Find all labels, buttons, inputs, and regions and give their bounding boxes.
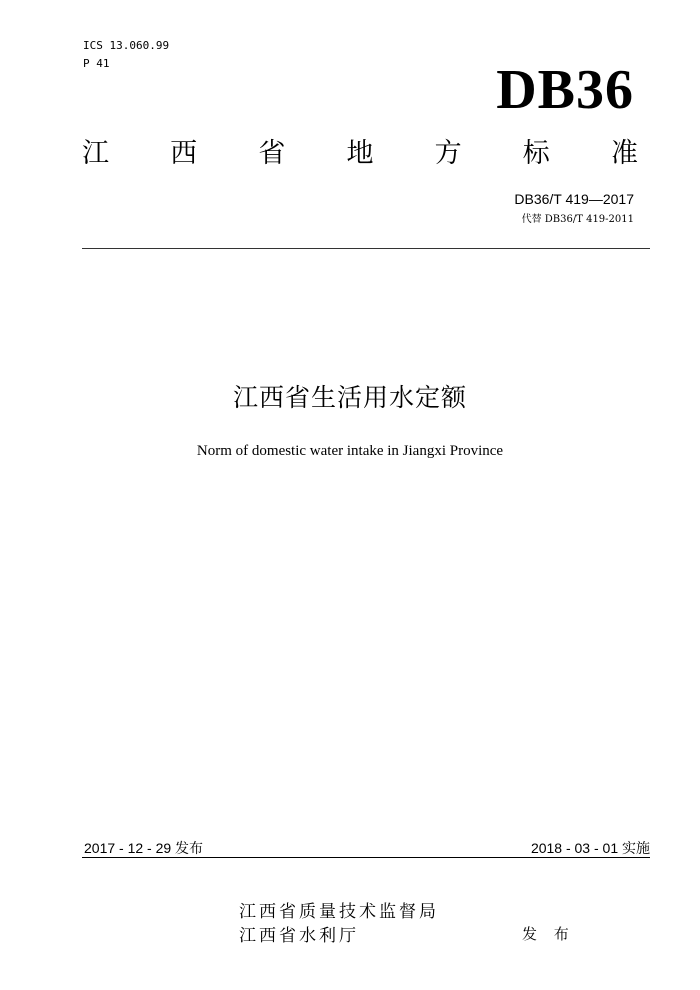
document-title-english: Norm of domestic water intake in Jiangxi Province — [196, 443, 504, 459]
issuer-water-department: 江西省水利厅 — [239, 926, 359, 946]
standard-type-heading — [82, 136, 638, 172]
standard-type-char: 标 — [522, 138, 550, 169]
issuer-quality-bureau: 江西省质量技术监督局 — [239, 902, 439, 922]
standard-type-char: 西 — [170, 138, 198, 169]
ics-code: ICS 13.060.99 — [83, 39, 170, 52]
ccs-code: P 41 — [83, 57, 110, 70]
standard-code-logo: DB36 — [496, 59, 634, 121]
standard-number: DB36/T 419—2017 — [514, 191, 634, 207]
issue-date: 2017 - 12 - 29 发布 — [84, 840, 204, 856]
standard-type-char: 省 — [258, 138, 286, 169]
implementation-date: 2018 - 03 - 01 实施 — [530, 840, 650, 856]
footer-divider — [82, 857, 650, 858]
standard-type-char: 江 — [82, 138, 109, 169]
header-divider — [82, 248, 650, 249]
standard-type-char: 方 — [434, 138, 462, 169]
replaces-standard: 代替 DB36/T 419-2011 — [521, 214, 634, 225]
standard-type-char: 地 — [346, 138, 374, 169]
document-title: 江西省生活用水定额 — [232, 383, 467, 412]
classification-block — [83, 37, 169, 73]
publish-label: 发 布 — [522, 925, 575, 943]
standard-type-char: 准 — [610, 138, 638, 169]
